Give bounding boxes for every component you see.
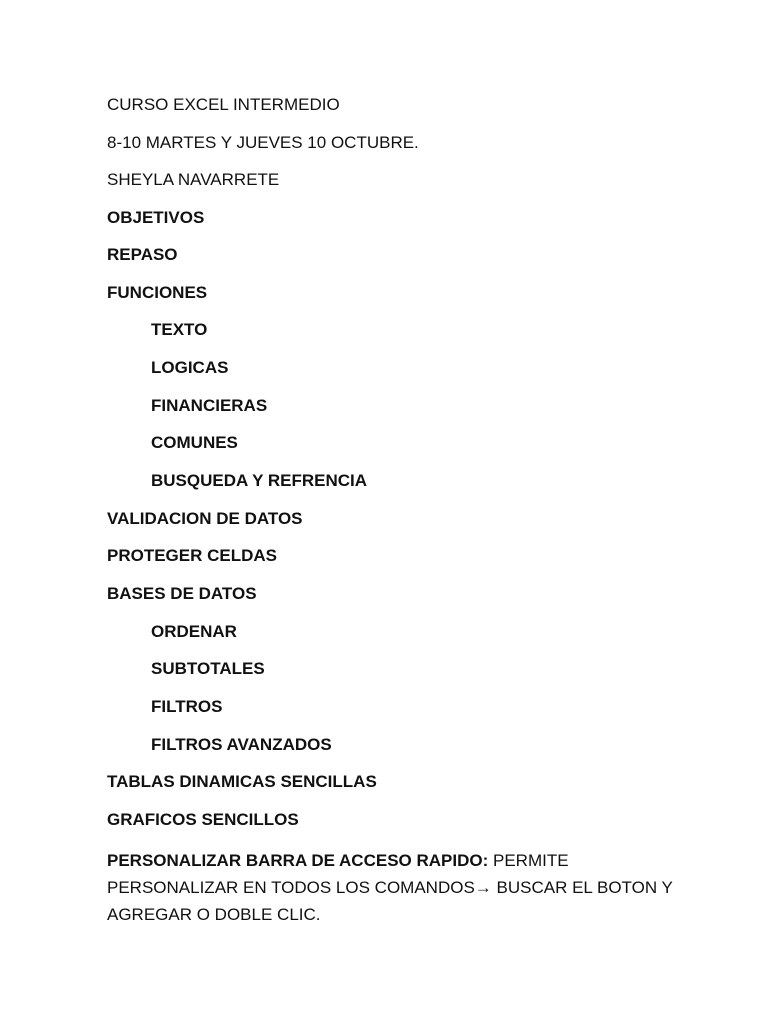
subtopic-texto: TEXTO <box>151 320 208 339</box>
subtopic-ordenar: ORDENAR <box>151 622 237 641</box>
note-text-2: BUSCAR EL BOTON Y AGREGAR O DOBLE CLIC. <box>107 878 673 924</box>
note-text-1: PERMITE PERSONALIZAR EN TODOS LOS COMANDOS <box>107 851 569 897</box>
note-heading: PERSONALIZAR BARRA DE ACCESO RAPIDO: <box>107 851 489 870</box>
subtopic-filtros: FILTROS <box>151 697 223 716</box>
subtopic-logicas: LOGICAS <box>151 358 229 377</box>
course-schedule: 8-10 MARTES Y JUEVES 10 OCTUBRE. <box>107 133 419 152</box>
topic-graficos: GRAFICOS SENCILLOS <box>107 810 299 829</box>
topic-funciones: FUNCIONES <box>107 283 208 302</box>
instructor-name: SHEYLA NAVARRETE <box>107 170 280 189</box>
arrow-icon: → <box>474 878 492 897</box>
topic-proteger: PROTEGER CELDAS <box>107 546 278 565</box>
topic-validacion: VALIDACION DE DATOS <box>107 509 303 528</box>
topic-repaso: REPASO <box>107 245 178 264</box>
topic-tablas: TABLAS DINAMICAS SENCILLAS <box>107 772 377 791</box>
topic-objetivos: OBJETIVOS <box>107 208 205 227</box>
subtopic-financieras: FINANCIERAS <box>151 396 268 415</box>
note-paragraph <box>107 847 677 928</box>
subtopic-filtros-avanzados: FILTROS AVANZADOS <box>151 735 332 754</box>
subtopic-comunes: COMUNES <box>151 433 238 452</box>
topic-bases: BASES DE DATOS <box>107 584 257 603</box>
course-title: CURSO EXCEL INTERMEDIO <box>107 95 340 114</box>
subtopic-subtotales: SUBTOTALES <box>151 659 265 678</box>
subtopic-busqueda: BUSQUEDA Y REFRENCIA <box>151 471 367 490</box>
